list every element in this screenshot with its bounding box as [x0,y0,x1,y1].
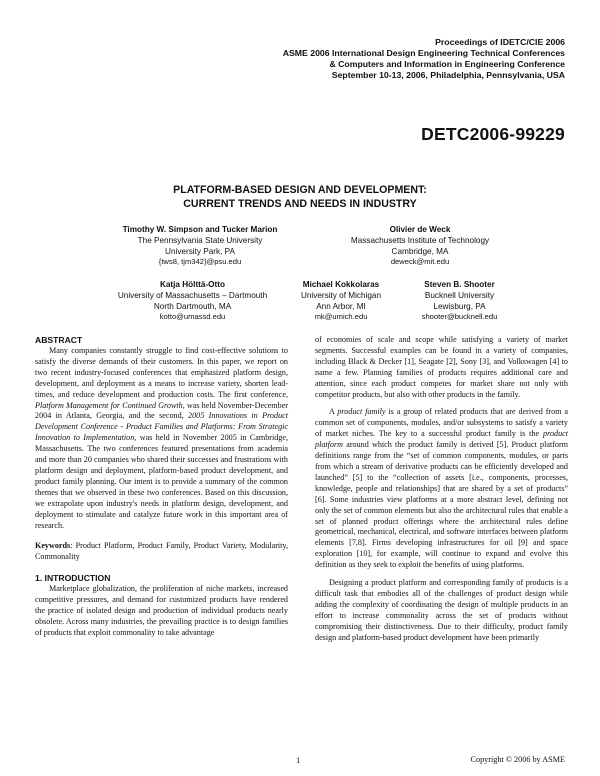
author-block-mit [320,225,520,268]
keywords-label: Keywords [35,541,71,551]
copyright: Copyright © 2006 by ASME [470,755,565,764]
author-affiliation: University of Massachusetts – Dartmouth [117,290,268,300]
introduction-heading: 1. INTRODUCTION [35,573,111,584]
author-block-bucknell [402,280,517,323]
author-name: Timothy W. Simpson and Tucker Marion [122,225,278,234]
author-affiliation: Massachusetts Institute of Technology [350,235,490,245]
author-name: Steven B. Shooter [424,280,495,289]
author-location: North Dartmouth, MA [153,301,232,311]
author-name: Katja Hölttä-Otto [159,280,226,289]
author-affiliation: University of Michigan [300,290,382,300]
left-column [35,335,288,639]
author-email: kotto@umassd.edu [159,312,226,322]
author-block-umich [286,280,396,323]
author-name: Olivier de Weck [389,225,451,234]
keywords [35,541,288,563]
author-name: Michael Kokkolaras [302,280,380,289]
paper-id: DETC2006-99229 [421,124,565,144]
author-location: Lewisburg, PA [433,301,486,311]
introduction-paragraph: Marketplace globalization, the proliferation of niche markets, increased competitive pressures, and demand for customized products have rendered the practice of isolated design and production of individual products nearly obsolete. Across many industries, the prevailing practice is to design families of products that exploit commonality to take advantage [35,584,288,637]
author-email: {tws8, tjm342}@psu.edu [158,257,242,267]
conference-dates: September 10-13, 2006, Philadelphia, Pennsylvania, USA [331,70,565,80]
title-line-1: PLATFORM-BASED DESIGN AND DEVELOPMENT: [173,184,427,196]
abstract-heading: ABSTRACT [35,335,83,345]
right-column [315,335,568,643]
author-block-psu [95,225,305,268]
body-paragraph: Designing a product platform and corresponding family of products is a difficult task that embodies all of the challenges of product design while adding the complexity of coordinating the design of multiple products in an effort to increase commonality across the set of products without compromising their distinctiveness. Due to their difficulty, product family design and platform-based product development have been primarily [315,578,568,642]
author-block-umass [100,280,285,323]
author-email: mk@umich.edu [314,312,368,322]
author-email: shooter@bucknell.edu [421,312,498,322]
conference-name: ASME 2006 International Design Engineering Technical Conferences [282,48,565,58]
author-location: University Park, PA [165,246,235,256]
body-paragraph: A product family is a group of related products that are derived from a common set of components, modules, and/or subsystems to satisfy a variety of market niches. The key to a successful product family is the product platform around which the product family is derived [5]. Product platform definitions range from the “set of common components, modules, or parts from which a stream of derivative products can be efficiently developed and launched” [5] to the “collection of assets [i.e., components, processes, knowledge, people and relationships] that are shared by a set of products” [6]. Some industries view platforms at a more abstract level, defining not only the set of common elements but also the architectural rules that enable a set of planned product offerings where the architectural rules define geometrical, mechanical, electrical, and software interfaces between platform elements [7,8]. Firms developing infrastructures for oil [9] and space exploration [10], for example, will continue to expand and evolve this definition as they seek to exploit the benefits of using platforms. [315,407,568,570]
paper-title [0,183,600,211]
author-affiliation: The Pennsylvania State University [137,235,263,245]
abstract-paragraph: Many companies constantly struggle to find cost-effective solutions to satisfy the diverse demands of their customers. In this paper, we report on two recent industry-focused conferences that emphasized platform design, development, and deployment as a means to increase variety, shorten lead-times, and reduce development and production costs. The first conference, Platform Management for Continued Growth, was held November-December 2004 in Atlanta, Georgia, and the second, 2005 Innovations in Product Development Conference - Product Families and Platforms: From Strategic Innovation to Implementation, was held in November 2005 in Cambridge, Massachusetts. The two conferences featured presentations from academia and more than 20 companies who shared their successes and frustrations with platform design and deployment, platform-based product development, and product family planning. Our intent is to provide a summary of the common themes that we observed in these two conferences. Based on this discussion, we extrapolate upon industry's needs in platform design, development, and deployment to stimulate and catalyze future work in this important area of research. [35,346,288,530]
conference-name-2: & Computers and Information in Engineering Conference [329,59,565,69]
proceedings-title: Proceedings of IDETC/CIE 2006 [435,37,565,47]
author-affiliation: Bucknell University [424,290,495,300]
keywords-text: : Product Platform, Product Family, Product Variety, Modularity, Commonality [35,541,288,562]
title-line-2: CURRENT TRENDS AND NEEDS IN INDUSTRY [183,198,417,210]
proceedings-header [283,37,565,81]
page-number: 1 [296,755,301,765]
author-location: Cambridge, MA [391,246,449,256]
author-email: deweck@mit.edu [390,257,450,267]
body-paragraph: of economies of scale and scope while satisfying a variety of market segments. Successful examples can be found in a variety of companies, including Black & Decker [1], Seagate [2], Sony [3], and Volkswagen [4] to name a few. Planning families of products requires additional care and attention, since each product competes for market share not only with competitor products, but also with other products in the family. [315,335,568,399]
author-location: Ann Arbor, MI [316,301,366,311]
